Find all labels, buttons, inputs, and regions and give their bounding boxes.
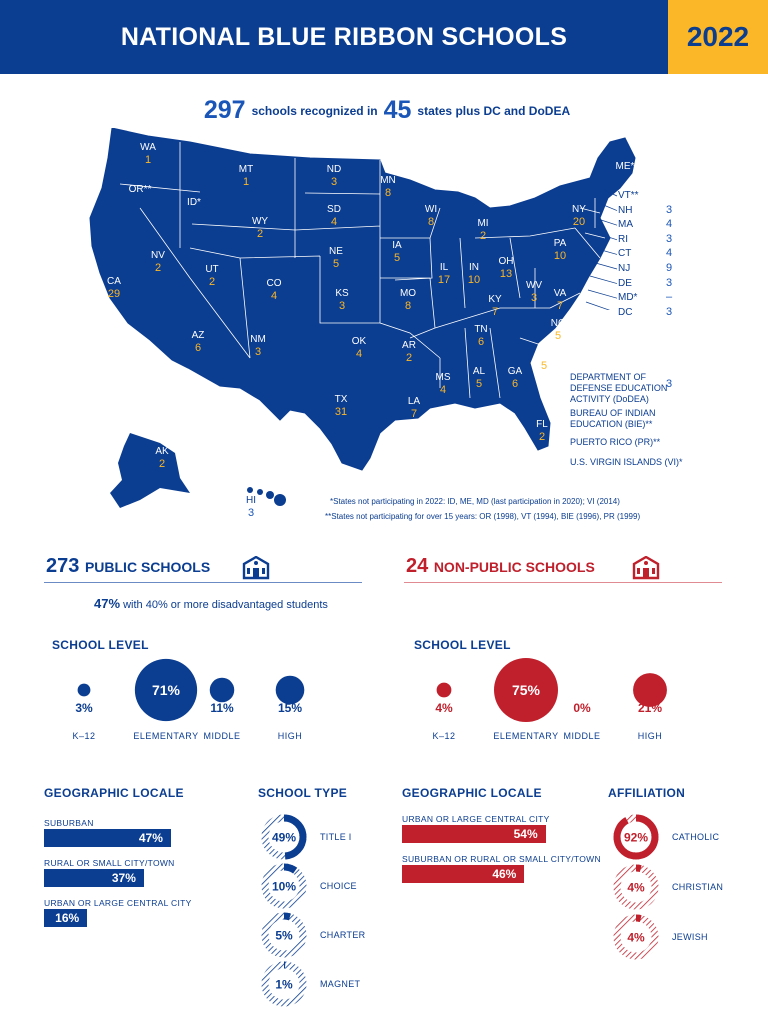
leader-line: [590, 276, 617, 284]
affiliation-title: AFFILIATION: [608, 786, 686, 800]
public-school-level-title: SCHOOL LEVEL: [52, 638, 149, 652]
ne-state-md: MD*: [618, 292, 638, 304]
state-abbr: CO: [266, 278, 282, 289]
state-count: 2: [154, 262, 162, 274]
state-count: 6: [194, 342, 202, 354]
state-mi: [463, 218, 503, 242]
donut-value-label: 4%: [627, 880, 645, 895]
bubble-value-label: 0%: [573, 701, 591, 715]
state-nv: [138, 250, 178, 274]
dodea-label: DEPARTMENT OF DEFENSE EDUCATION ACTIVITY (DoDEA): [570, 372, 668, 404]
state-fl: [522, 419, 562, 443]
state-abbr: AK: [155, 446, 169, 457]
ne-state-nj: NJ: [618, 263, 631, 274]
donut-category-label: CHRISTIAN: [672, 882, 724, 892]
bubble-value-label: 4%: [435, 701, 453, 715]
state-ks: [322, 288, 362, 312]
leader-line: [596, 233, 617, 240]
state-abbr: VA: [553, 288, 567, 299]
state-tx: [321, 394, 361, 418]
state-count: 8: [427, 216, 435, 228]
bar-suburban-or-rural-or-small-city-town: 46%: [402, 865, 524, 883]
ne-state-de: DE: [618, 277, 632, 289]
state-abbr: KY: [488, 294, 502, 305]
bar-category-label: RURAL OR SMALL CITY/TOWN: [44, 858, 175, 868]
bubble-category-label: ELEMENTARY: [133, 731, 199, 741]
nonpublic-rule: [404, 582, 722, 583]
bubble-value-label: 15%: [277, 701, 303, 715]
state-abbr: FL: [536, 419, 548, 430]
donut-value-label: 92%: [623, 830, 649, 845]
state-abbr: LA: [407, 396, 421, 407]
footnote-1: *States not participating in 2022: ID, ME, MD (last participation in 2020); VI (2014): [330, 497, 620, 506]
leader-line: [598, 219, 617, 225]
donut-value-label: 1%: [275, 977, 293, 992]
state-count: 4: [270, 290, 278, 302]
ne-state-count: –: [666, 291, 673, 304]
state-count: 8: [384, 187, 392, 199]
public-count: 273: [46, 555, 80, 577]
nonpublic-school-level-chart: [400, 655, 700, 755]
state-va: [540, 288, 580, 312]
state-count: 7: [491, 306, 499, 318]
state-abbr: OH: [498, 256, 514, 267]
bubble-category-label: K–12: [72, 731, 96, 741]
state-count: 3: [247, 507, 255, 519]
leader-line: [586, 302, 617, 310]
leader-line: [592, 262, 617, 269]
state-abbr: WI: [424, 204, 438, 215]
donut-category-label: CHARTER: [320, 930, 366, 940]
state-count: 5: [554, 330, 562, 342]
state-ak: [142, 446, 182, 470]
state-count: 6: [511, 378, 519, 390]
bar-urban-or-large-central-city: 16%: [44, 909, 87, 927]
page-title: NATIONAL BLUE RIBBON SCHOOLS: [120, 23, 568, 51]
state-abbr: OK: [351, 336, 367, 347]
state-nc: [538, 318, 578, 342]
state-abbr: SC: [537, 348, 551, 359]
public-geo-title: GEOGRAPHIC LOCALE: [44, 786, 184, 800]
total-schools: 297: [203, 96, 246, 124]
leader-line: [588, 290, 617, 298]
state-abbr: SD: [327, 204, 341, 215]
dodea-count: 3: [666, 378, 673, 390]
state-abbr: IA: [392, 240, 402, 251]
state-hi: [240, 494, 262, 520]
bubble-k-12: [437, 683, 452, 698]
state-count: 4: [439, 384, 447, 396]
state-abbr: MN: [380, 175, 396, 186]
headline-text-2: states plus DC and DoDEA: [417, 104, 571, 118]
bie-label: BUREAU OF INDIAN EDUCATION (BIE)**: [570, 408, 656, 429]
ne-state-count: 4: [666, 247, 673, 260]
state-abbr: WA: [140, 142, 156, 153]
ne-state-nh: NH: [618, 204, 633, 216]
state-mt: [226, 164, 266, 188]
state-count: 3: [330, 176, 338, 188]
state-az: [178, 330, 218, 354]
bubble-k-12: [78, 684, 91, 697]
state-me: [605, 161, 645, 173]
ne-state-count: 3: [666, 305, 673, 318]
bar-category-label: URBAN OR LARGE CENTRAL CITY: [402, 814, 550, 824]
year-badge: 2022: [668, 0, 768, 74]
state-abbr: CA: [107, 276, 121, 287]
state-count: 2: [479, 230, 487, 242]
state-ky: [475, 294, 515, 318]
ne-state-count: 3: [666, 276, 673, 289]
donut-category-label: CHOICE: [320, 881, 357, 891]
alaska-shape: [110, 433, 190, 508]
state-abbr: NC: [550, 318, 566, 329]
state-count: 2: [256, 228, 264, 240]
state-abbr: WV: [525, 280, 543, 291]
state-count: 2: [158, 458, 166, 470]
state-abbr: KS: [335, 288, 349, 299]
state-wa: [128, 142, 168, 166]
state-abbr: HI: [246, 495, 256, 506]
bubble-category-label: K–12: [432, 731, 456, 741]
ne-state-ct: CT: [618, 248, 632, 260]
ne-state-count: 4: [666, 218, 673, 231]
state-mo: [388, 288, 428, 312]
state-al: [459, 366, 499, 390]
state-wi: [411, 204, 451, 228]
donut-value-label: 49%: [271, 830, 297, 845]
state-abbr: TN: [474, 324, 488, 335]
bubble-value-label: 71%: [151, 682, 181, 698]
state-tn: [461, 324, 501, 348]
bubble-value-label: 75%: [511, 682, 541, 698]
state-la: [394, 396, 434, 420]
state-count: 29: [107, 288, 121, 300]
state-ne: [316, 246, 356, 270]
ne-state-count: 3: [666, 232, 673, 245]
state-count: 10: [553, 250, 567, 262]
state-count: 5: [332, 258, 340, 270]
state-oh: [486, 256, 526, 280]
state-abbr: OR**: [128, 184, 152, 195]
state-count: 3: [530, 292, 538, 304]
state-count: 4: [355, 348, 363, 360]
state-abbr: IN: [469, 262, 479, 273]
state-count: 8: [404, 300, 412, 312]
donut-category-label: TITLE I: [320, 832, 352, 842]
nonpublic-count: 24: [406, 555, 429, 577]
ne-state-count: 3: [666, 203, 673, 216]
state-abbr: ME*: [615, 161, 635, 172]
school-building-icon: [632, 556, 660, 580]
bar-category-label: URBAN OR LARGE CENTRAL CITY: [44, 898, 192, 908]
bubble-value-label: 3%: [75, 701, 93, 715]
bubble-value-label: 21%: [637, 701, 663, 715]
state-abbr: ND: [326, 164, 342, 175]
state-count: 2: [208, 276, 216, 288]
donut-category-label: CATHOLIC: [672, 832, 720, 842]
donut-value-label: 4%: [627, 930, 645, 945]
state-id: [174, 197, 214, 209]
bar-category-label: SUBURBAN OR RURAL OR SMALL CITY/TOWN: [402, 854, 601, 864]
school-type-chart: [260, 812, 380, 1024]
state-abbr: TX: [334, 394, 348, 405]
ne-state-ri: RI: [618, 233, 628, 245]
state-abbr: GA: [507, 366, 523, 377]
state-count: 7: [556, 300, 564, 312]
state-abbr: NM: [250, 334, 266, 345]
state-ga: [495, 366, 535, 390]
state-count: 20: [572, 216, 586, 228]
bar-category-label: SUBURBAN: [44, 818, 94, 828]
state-abbr: MI: [477, 218, 489, 229]
state-count: 31: [334, 406, 348, 418]
state-count: 7: [410, 408, 418, 420]
bar-rural-or-small-city-town: 37%: [44, 869, 144, 887]
state-count: 6: [477, 336, 485, 348]
leader-line: [594, 248, 617, 254]
state-abbr: NE: [329, 246, 343, 257]
bubble-category-label: MIDDLE: [563, 731, 601, 741]
state-count: 13: [499, 268, 513, 280]
leader-line: [604, 190, 617, 196]
bubble-category-label: ELEMENTARY: [493, 731, 559, 741]
state-abbr: MS: [435, 372, 451, 383]
state-abbr: NY: [572, 204, 586, 215]
headline-text-1: schools recognized in: [251, 104, 378, 118]
state-abbr: PA: [553, 238, 567, 249]
bubble-middle: [210, 678, 235, 703]
total-states: 45: [383, 96, 412, 124]
state-abbr: UT: [205, 264, 219, 275]
state-count: 5: [475, 378, 483, 390]
state-abbr: AZ: [191, 330, 205, 341]
state-nm: [238, 334, 278, 358]
state-abbr: IL: [439, 262, 449, 273]
state-wy: [240, 216, 280, 240]
donut-value-label: 10%: [271, 879, 297, 894]
state-count: 3: [254, 346, 262, 358]
public-rule: [44, 582, 362, 583]
footnote-2: **States not participating for over 15 years: OR (1998), VT (1994), BIE (1996), PR (1999): [325, 512, 641, 521]
bubble-category-label: HIGH: [637, 731, 663, 741]
state-count: 5: [393, 252, 401, 264]
state-count: 10: [467, 274, 481, 286]
state-count: 17: [437, 274, 451, 286]
nonpublic-label: NON-PUBLIC SCHOOLS: [433, 559, 595, 575]
nonpublic-heading: [406, 555, 595, 578]
donut-category-label: JEWISH: [672, 932, 708, 942]
donut-category-label: MAGNET: [320, 979, 361, 989]
headline: [0, 96, 768, 125]
pr-label: PUERTO RICO (PR)**: [570, 437, 661, 447]
state-mn: [368, 175, 408, 199]
state-abbr: NV: [151, 250, 165, 261]
state-count: 2: [405, 352, 413, 364]
public-label: PUBLIC SCHOOLS: [84, 559, 211, 575]
donut-value-label: 5%: [275, 928, 293, 943]
state-count: 2: [538, 431, 546, 443]
state-count: 5: [540, 360, 548, 372]
ne-state-vt: VT**: [618, 190, 639, 201]
state-count: 1: [242, 176, 250, 188]
state-nd: [314, 164, 354, 188]
ne-leader-lines: [580, 180, 640, 310]
state-abbr: MT: [238, 164, 254, 175]
state-abbr: AL: [472, 366, 486, 377]
state-ia: [377, 240, 417, 264]
school-building-icon: [242, 556, 270, 580]
state-co: [254, 278, 294, 302]
school-type-title: SCHOOL TYPE: [258, 786, 348, 800]
nonpublic-school-level-title: SCHOOL LEVEL: [414, 638, 511, 652]
vi-label: U.S. VIRGIN ISLANDS (VI)*: [570, 457, 683, 467]
state-count: 1: [144, 154, 152, 166]
affiliation-chart: [612, 812, 752, 972]
disadvantaged-stat: 47% with 40% or more disadvantaged students: [94, 596, 328, 611]
ne-state-ma: MA: [618, 219, 633, 231]
public-school-level-chart: [40, 655, 340, 755]
nonpublic-geo-title: GEOGRAPHIC LOCALE: [402, 786, 542, 800]
leader-line: [601, 204, 617, 211]
state-or: [120, 184, 160, 196]
state-ok: [339, 336, 379, 360]
bubble-value-label: 11%: [210, 701, 234, 715]
bubble-category-label: HIGH: [277, 731, 303, 741]
state-sd: [314, 204, 354, 228]
state-pa: [540, 238, 580, 262]
bar-urban-or-large-central-city: 54%: [402, 825, 546, 843]
state-ca: [94, 276, 134, 300]
state-abbr: WY: [251, 216, 269, 227]
state-ut: [192, 264, 232, 288]
ne-state-dc: DC: [618, 306, 633, 318]
state-abbr: ID*: [187, 197, 201, 208]
state-abbr: AR: [402, 340, 416, 351]
state-count: 4: [330, 216, 338, 228]
state-abbr: MO: [399, 288, 417, 299]
state-ms: [423, 372, 463, 396]
state-count: 3: [338, 300, 346, 312]
header-banner: [0, 0, 768, 74]
bar-suburban: 47%: [44, 829, 171, 847]
public-heading: [46, 555, 210, 578]
bubble-category-label: MIDDLE: [203, 731, 241, 741]
ne-state-count: 9: [666, 262, 673, 274]
state-ar: [389, 340, 429, 364]
